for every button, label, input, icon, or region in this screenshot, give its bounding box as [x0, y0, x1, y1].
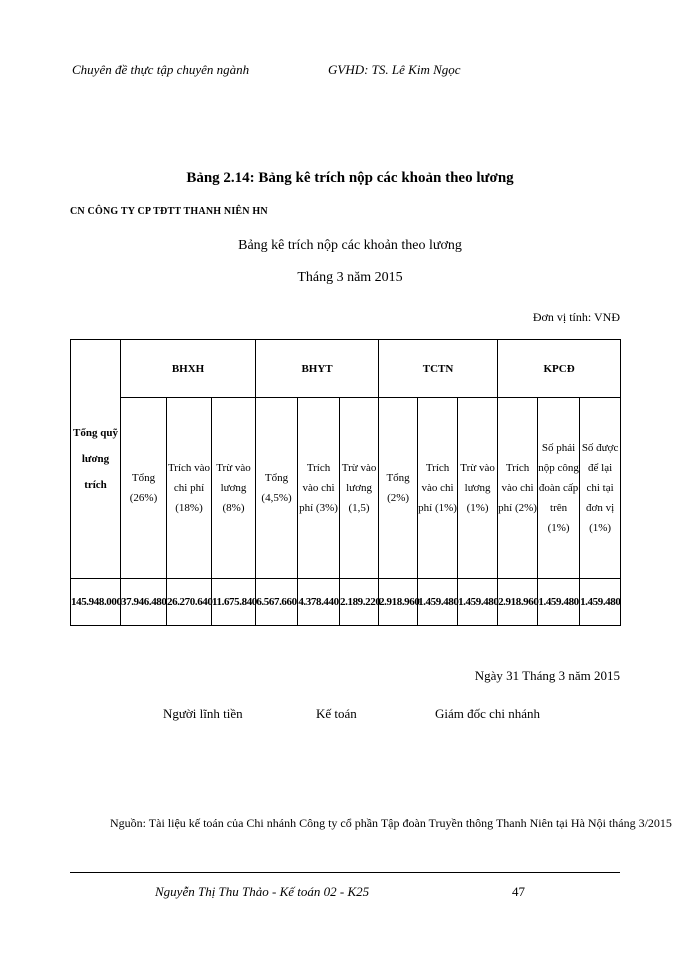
- value-cell: 1.459.480: [538, 579, 580, 626]
- total-salary-fund-header: Tổng quỹ lương trích: [71, 340, 121, 579]
- value-cell: 2.918.960: [379, 579, 418, 626]
- footer-divider: [70, 872, 620, 873]
- report-period: Tháng 3 năm 2015: [297, 270, 403, 285]
- subheader: Trừ vào lương (1%): [458, 398, 498, 579]
- value-cell: 1.459.480: [418, 579, 458, 626]
- table-caption: Bảng 2.14: Bảng kê trích nộp các khoản theo lương: [186, 170, 514, 186]
- value-cell: 1.459.480: [458, 579, 498, 626]
- subheader: Số phải nộp công đoàn cấp trên (1%): [538, 398, 580, 579]
- group-bhyt: BHYT: [256, 340, 379, 398]
- footer-author: Nguyễn Thị Thu Thảo - Kế toán 02 - K25: [155, 884, 370, 899]
- subheader: Trích vào chi phí (3%): [298, 398, 340, 579]
- subheader: Trừ vào lương (8%): [212, 398, 256, 579]
- subheader: Số được để lại chi tại đơn vị (1%): [580, 398, 621, 579]
- signature-accountant: Kế toán: [316, 706, 357, 721]
- value-cell: 11.675.840: [212, 579, 256, 626]
- header-left: Chuyên đề thực tập chuyên ngành: [72, 62, 250, 77]
- subheader: Trích vào chi phí (18%): [167, 398, 212, 579]
- subheader: Tổng (4,5%): [256, 398, 298, 579]
- group-kpcd: KPCĐ: [498, 340, 621, 398]
- value-cell: 2.189.220: [340, 579, 379, 626]
- source-note: Nguồn: Tài liệu kế toán của Chi nhánh Công ty cổ phần Tập đoàn Truyền thông Thanh Niên tại Hà Nội tháng 3/2015: [110, 816, 672, 830]
- signing-date: Ngày 31 Tháng 3 năm 2015: [474, 668, 620, 683]
- value-cell: 26.270.640: [167, 579, 212, 626]
- subheader: Tổng (2%): [379, 398, 418, 579]
- group-bhxh: BHXH: [121, 340, 256, 398]
- signature-recipient: Người lĩnh tiền: [163, 706, 243, 721]
- value-cell: 6.567.660: [256, 579, 298, 626]
- signature-director: Giám đốc chi nhánh: [435, 706, 541, 721]
- value-cell: 37.946.480: [121, 579, 167, 626]
- table-row: [71, 579, 621, 626]
- value-cell: 1.459.480: [580, 579, 621, 626]
- header-right: GVHD: TS. Lê Kim Ngọc: [328, 62, 461, 77]
- payroll-deduction-table: [70, 339, 621, 626]
- value-cell: 2.918.960: [498, 579, 538, 626]
- subheader: Trừ vào lương (1,5): [340, 398, 379, 579]
- subheader: Trích vào chi phí (2%): [498, 398, 538, 579]
- subheader: Tổng (26%): [121, 398, 167, 579]
- company-name: CN CÔNG TY CP TĐTT THANH NIÊN HN: [70, 206, 268, 217]
- value-cell: 4.378.440: [298, 579, 340, 626]
- report-title: Bảng kê trích nộp các khoản theo lương: [238, 238, 462, 253]
- currency-unit: Đơn vị tính: VNĐ: [532, 310, 620, 324]
- group-tctn: TCTN: [379, 340, 498, 398]
- page-number: 47: [512, 884, 525, 899]
- subheader: Trích vào chi phí (1%): [418, 398, 458, 579]
- value-cell: 145.948.000: [71, 579, 121, 626]
